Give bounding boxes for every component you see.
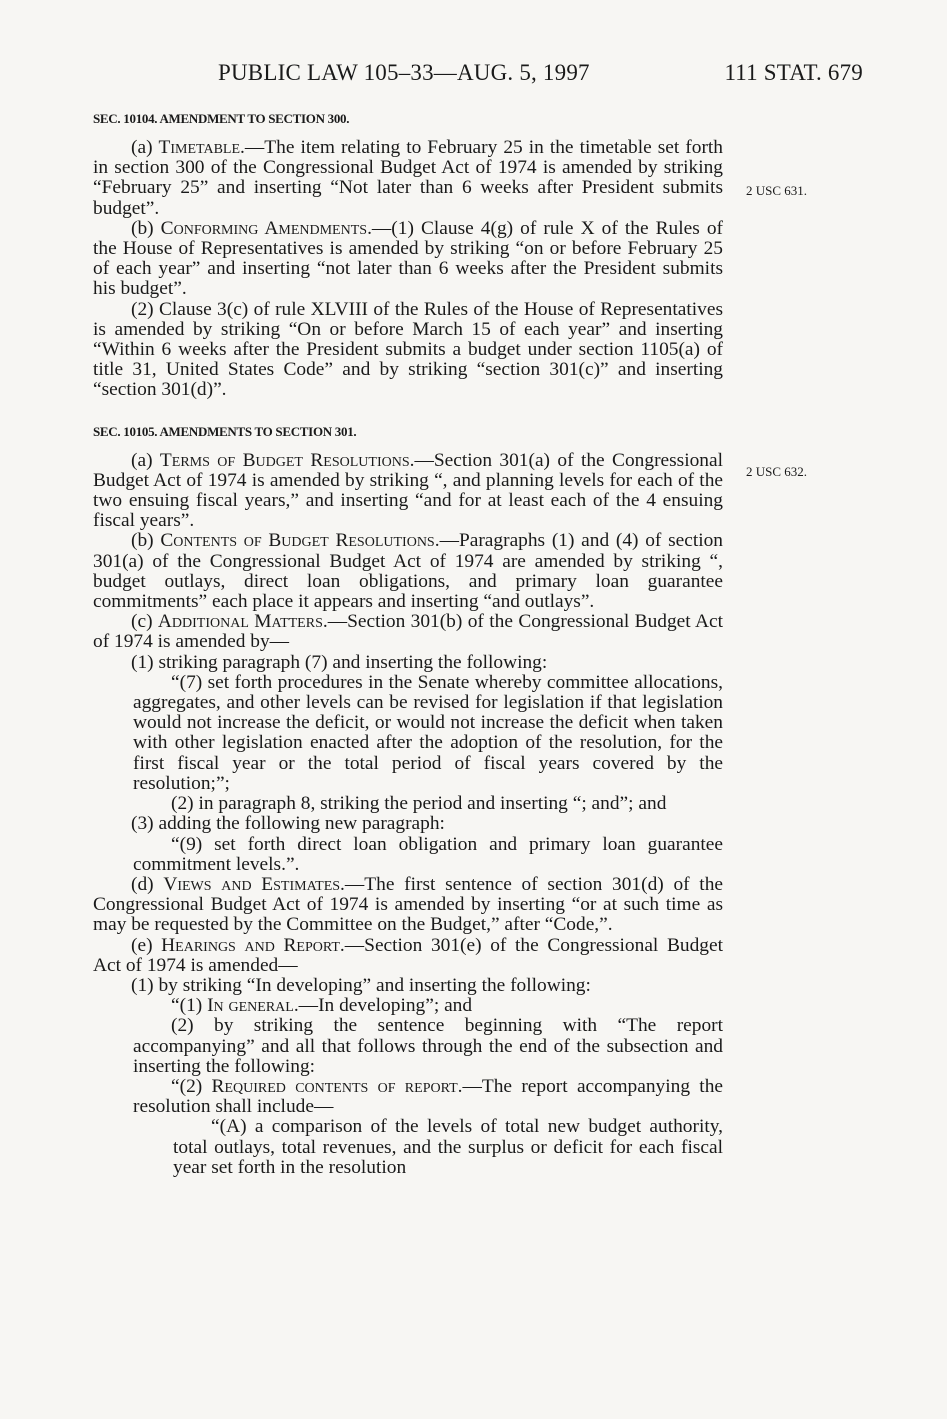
subsection-c-additional: (c) Additional Matters.—Section 301(b) of the Congressional Budget Act of 1974 is amended by— [93,611,723,653]
subsection-heading: Timetable [158,137,241,158]
paragraph-b2: (2) Clause 3(c) of rule XLVIII of the Rules of the House of Representatives is amended by striking “On or before March 15 of each year” and inserting “Within 6 weeks after the President submits a budget under section 1105(a) of title 31, United States Code” and by striking “section 301(c)” and inserting “section 301(d)”. [93,298,723,401]
quote-paragraph-7: “(7) set forth procedures in the Senate whereby committee allocations, aggregates, and other levels can be revised for legislation if that legislation would not increase the deficit, or would not increase the deficit when taken with other legislation enacted after the adoption of the resolution, for the first fiscal year or the total period of fiscal years covered by the resolution;”; [133,671,723,794]
statute-page-number: 111 STAT. 679 [724,60,863,85]
margin-note-usc-631: 2 USC 631. [746,183,808,198]
section-heading-10105: SEC. 10105. AMENDMENTS TO SECTION 301. [93,423,357,439]
section-heading-10104: SEC. 10104. AMENDMENT TO SECTION 300. [93,111,350,126]
quote-in-general: “(1) In general.—In developing”; and [171,995,473,1017]
document-body [93,110,723,1178]
paragraph-e1: (1) by striking “In developing” and inserting the following: [131,974,591,996]
subsection-heading: Hearings and Report [161,934,340,956]
paragraph-c2: (2) in paragraph 8, striking the period and inserting “; and”; and [171,793,667,815]
margin-note-usc-632: 2 USC 632. [746,464,808,479]
subsection-b-conforming: (b) Conforming Amendments.—(1) Clause 4(g) of rule X of the Rules of the House of Representatives is amended by striking “on or before February 25 of each year” and inserting “not later than 6 weeks after the President submits his budget”. [93,217,723,300]
paragraph-c3: (3) adding the following new paragraph: [131,813,445,835]
quote-item-a: “(A) a comparison of the levels of total new budget authority, total outlays, total revenues, and the surplus or deficit for each fiscal year set forth in the resolution [173,1116,723,1178]
subsection-heading: Conforming Amendments [160,217,368,239]
quote-required-contents: “(2) Required contents of report.—The report accompanying the resolution shall include— [133,1075,723,1118]
subsection-heading: Contents of Budget Resolutions [160,530,435,552]
subsection-e-hearings: (e) Hearings and Report.—Section 301(e) of the Congressional Budget Act of 1974 is amended— [93,934,723,976]
public-law-title: PUBLIC LAW 105–33—AUG. 5, 1997 [218,60,590,85]
subsection-heading: Terms of Budget Resolutions [159,449,410,471]
subsection-a-timetable: (a) Timetable.—The item relating to February 25 in the timetable set forth in section 300 of the Congressional Budget Act of 1974 is amended by striking “February 25” and inserting “Not later than 6 weeks after President submits budget”. [93,137,723,219]
subsection-heading: Additional Matters [157,611,323,633]
subsection-a-terms: (a) Terms of Budget Resolutions.—Section 301(a) of the Congressional Budget Act of 1974 is amended by striking “, and planning levels for each of the two ensuing fiscal years,” and inserting “and for at least each of the 4 ensuing fiscal years”. [93,449,723,532]
paragraph-c1: (1) striking paragraph (7) and inserting the following: [131,651,548,673]
section-gap [93,401,723,423]
subsection-d-views: (d) Views and Estimates.—The first sentence of section 301(d) of the Congressional Budget Act of 1974 is amended by inserting “or at such time as may be requested by the Committee on the Budget,” after “Code,”. [93,873,723,936]
subsection-b-contents: (b) Contents of Budget Resolutions.—Paragraphs (1) and (4) of section 301(a) of the Congressional Budget Act of 1974 are amended by striking “, budget outlays, direct loan obligations, and primary loan guarantee commitments” each place it appears and inserting “and outlays”. [93,530,723,613]
paragraph-e2: (2) by striking the sentence beginning with “The report accompanying” and all that follows through the end of the subsection and inserting the following: [133,1015,723,1077]
page-header [93,60,863,92]
subsection-heading: Views and Estimates [163,873,341,895]
quote-paragraph-9: “(9) set forth direct loan obligation and primary loan guarantee commitment levels.”. [133,833,723,875]
